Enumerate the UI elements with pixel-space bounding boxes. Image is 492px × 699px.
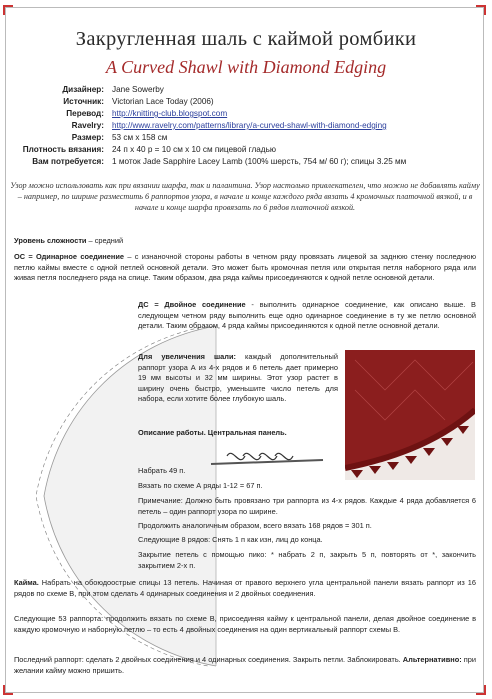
meta-row-materials: Вам потребуется: 1 моток Jade Sapphire Lacey Lamb (100% шерсть, 754 м/ 60 г); спицы 3.25 мм [32, 157, 407, 166]
step-chart-a: Вязать по схеме А ряды 1-12 = 67 п. [138, 481, 263, 490]
step-picot-bindoff: Закрытие петель с помощью пико: * набрать 2 п, закрыть 5 п, повторять от *, закончить закрытием 2-х п. [138, 550, 476, 570]
corner-ornament [476, 5, 486, 15]
dc-paragraph: ДС = Двойное соединение - выполнить одинарное соединение, как описано выше. В следующем четном ряду выполнить еще одно одинарное соединение в ту же петлю основной детали. Таким образом, 4 ряда каймы присоединяются к одной петле основной детали. [138, 300, 476, 330]
final-paragraph: Последний раппорт: сделать 2 двойных соединения и 4 одинарных соединения. Закрыть петли. Заблокировать. Альтернативно: при желании кайму можно пришить. [14, 655, 477, 675]
desc-heading: Описание работы. Центральная панель. [138, 428, 287, 437]
ravelry-link[interactable]: http://www.ravelry.com/patterns/library/a-curved-shawl-with-diamond-edging [112, 121, 387, 130]
step-note: Примечание: Должно быть провязано три раппорта из 4-х рядов. Каждые 4 ряда добавляется 6 петель – один раппорт узора по ширине. [138, 496, 476, 516]
translation-link[interactable]: http://knitting-club.blogspot.com [112, 109, 228, 118]
step-cast-on: Набрать 49 п. [138, 466, 186, 475]
oc-paragraph: ОС = Одинарное соединение – с изнаночной стороны работы в четном ряду провязать лицевой за заднюю стенку последнюю петлю каймы вместе с одной петлей основной детали. Это может быть кромочная петля или открытая петля наборного ряда или живая петля последнего ряда на спице. Таким образом, два ряда каймы присоединяются к одной петле основной детали. [14, 252, 476, 282]
difficulty-line: Уровень сложности – средний [14, 236, 124, 245]
meta-row-translation: Перевод: http://knitting-club.blogspot.com [66, 109, 228, 118]
shawl-photo [345, 350, 475, 480]
meta-row-size: Размер: 53 см x 158 см [71, 133, 168, 142]
repeats-paragraph: Следующие 53 раппорта: продолжить вязать по схеме B, присоединяя кайму к центральной панели, делая двойное соединение в каждую кромочную и наборную петлю – то есть 4 двойных соединения на один вертикальный раппорт схемы B. [14, 614, 476, 634]
corner-ornament [3, 685, 13, 695]
edging-paragraph: Кайма. Набрать на обоюдоострые спицы 13 петель. Начиная от правого верхнего угла центральной панели вязать раппорт из 16 рядов по схеме B, при этом сделать 4 одинарных соединения и 2 двойных соединения. [14, 578, 476, 598]
meta-row-gauge: Плотность вязания: 24 п x 40 р = 10 см x 10 см пицевой гладью [22, 145, 276, 154]
corner-ornament [476, 685, 486, 695]
step-continue: Продолжить аналогичным образом, всего вязать 168 рядов = 301 п. [138, 521, 372, 530]
increase-paragraph: Для увеличения шали: каждый дополнительный раппорт узора А из 4-х рядов и 6 петель дает примерно 19 мм высоты и 32 мм ширины. Этот узор растет в ширину очень быстро, уменьшите число петель для набора, если хотите более глубокую шаль. [138, 352, 338, 403]
step-next-rows: Следующие 8 рядов: Снять 1 п как изн, лиц до конца. [138, 535, 323, 544]
pattern-note: Узор можно использовать как при вязании шарфа, так и палантина. Узор настолько привлекателен, что можно не добавлять кайму – например, по ширине разместить 6 раппортов узора, в начале и конце каждого ряда вязать 4 кромочных платочной вязкой, и в начале и конце шарфа провязать по 6 рядов платочной вязкой. [10, 181, 480, 212]
page-title: Закругленная шаль с каймой ромбики [75, 28, 417, 50]
corner-ornament [3, 5, 13, 15]
meta-row-source: Источник: Victorian Lace Today (2006) [63, 97, 214, 106]
meta-row-designer: Дизайнер: Jane Sowerby [62, 85, 164, 94]
meta-row-ravelry: Ravelry: http://www.ravelry.com/patterns/library/a-curved-shawl-with-diamond-edging [71, 121, 387, 130]
pattern-meta [12, 84, 482, 168]
page-subtitle: A Curved Shawl with Diamond Edging [105, 57, 387, 77]
